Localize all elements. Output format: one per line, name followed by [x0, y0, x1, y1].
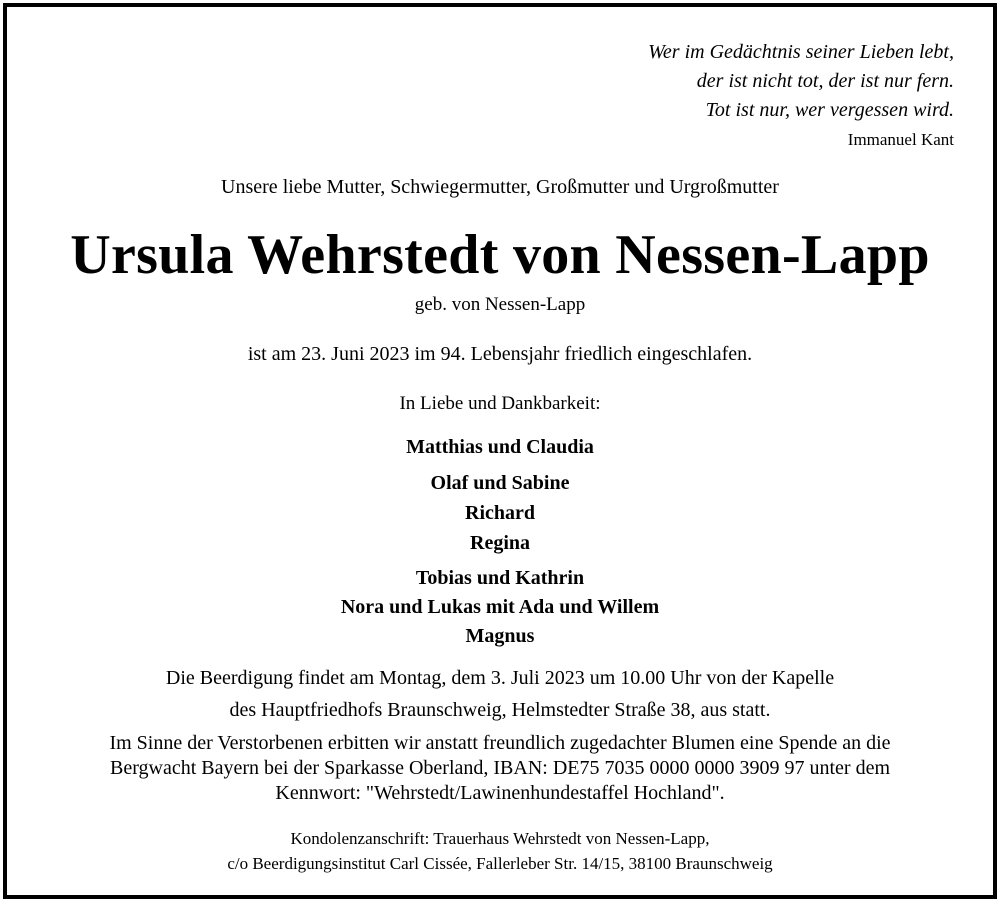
mourner-name: Regina: [470, 532, 530, 554]
donation-line: Im Sinne der Verstorbenen erbitten wir anstatt freundlich zugedachter Blumen eine Spende an die: [109, 732, 891, 754]
mourner-name: Richard: [465, 502, 535, 524]
funeral-line: Die Beerdigung findet am Montag, dem 3. Juli 2023 um 10.00 Uhr von der Kapelle: [165, 667, 835, 689]
donation-line: Kennwort: "Wehrstedt/Lawinenhundestaffel Hochland".: [275, 782, 725, 804]
mourner-group: [0, 564, 1000, 651]
funeral-line: des Hauptfriedhofs Braunschweig, Helmstedter Straße 38, aus statt.: [229, 699, 771, 721]
mourner-name: Tobias und Kathrin: [415, 567, 585, 589]
condolence-address: [0, 826, 1000, 876]
intro-line: Unsere liebe Mutter, Schwiegermutter, Großmutter und Urgroßmutter: [221, 176, 779, 198]
mourner-group: [0, 468, 1000, 558]
mourner-name: Matthias und Claudia: [406, 436, 594, 458]
condolence-line: Kondolenzanschrift: Trauerhaus Wehrstedt von Nessen-Lapp,: [290, 829, 710, 848]
quote-author: Immanuel Kant: [847, 130, 954, 149]
quote-line: Tot ist nur, wer vergessen wird.: [705, 99, 954, 121]
passing-statement: ist am 23. Juni 2023 im 94. Lebensjahr friedlich eingeschlafen.: [247, 343, 753, 365]
donation-request: [0, 731, 1000, 806]
epigraph-quote: [648, 38, 954, 152]
quote-line: der ist nicht tot, der ist nur fern.: [696, 70, 954, 92]
birth-name: geb. von Nessen-Lapp: [414, 294, 586, 315]
quote-line: Wer im Gedächtnis seiner Lieben lebt,: [648, 41, 954, 63]
gratitude-line: In Liebe und Dankbarkeit:: [399, 393, 601, 414]
mourner-name: Magnus: [465, 625, 535, 647]
funeral-details: [0, 662, 1000, 726]
deceased-name: Ursula Wehrstedt von Nessen-Lapp: [70, 224, 930, 286]
mourner-group: [0, 432, 1000, 462]
mourner-name: Olaf und Sabine: [430, 472, 570, 494]
mourners-list: [0, 432, 1000, 657]
donation-line: Bergwacht Bayern bei der Sparkasse Oberland, IBAN: DE75 7035 0000 0000 3909 97 unter dem: [109, 757, 891, 779]
mourner-name: Nora und Lukas mit Ada und Willem: [340, 596, 660, 618]
condolence-line: c/o Beerdigungsinstitut Carl Cissée, Fallerleber Str. 14/15, 38100 Braunschweig: [227, 854, 773, 873]
